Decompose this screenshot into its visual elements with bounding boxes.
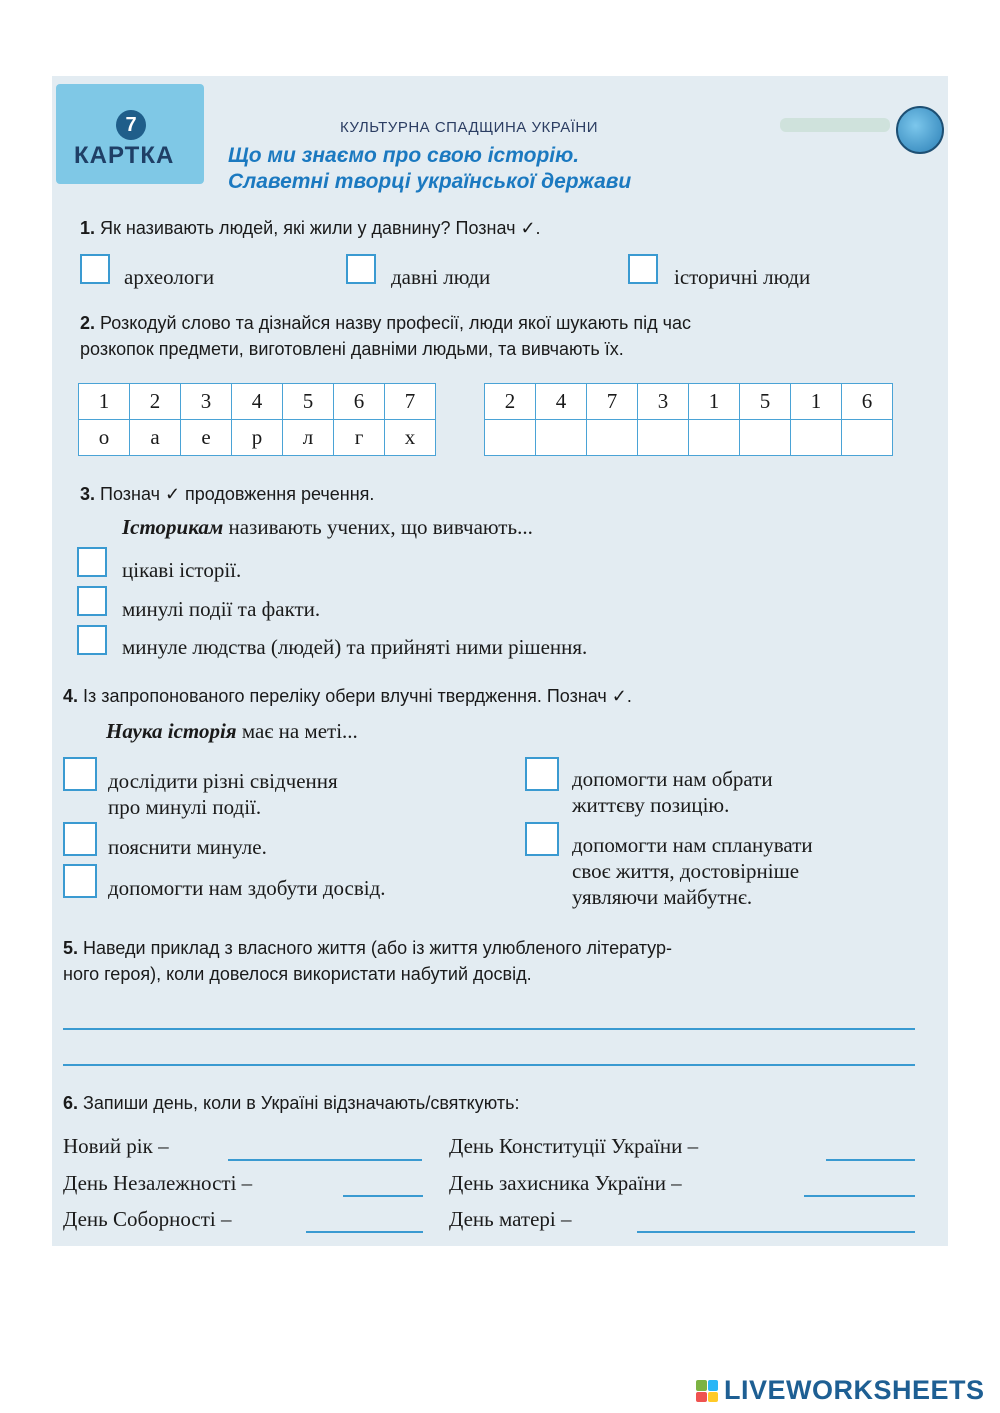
holiday-independence-day-input[interactable] <box>343 1195 423 1197</box>
q3-stem-rest: називають учених, що вивчають... <box>223 515 533 539</box>
question-text: Запиши день, коли в Україні відзначають/святкують: <box>83 1093 520 1113</box>
card-number: 7 <box>116 110 146 140</box>
key-letter: л <box>283 420 334 456</box>
key-number: 2 <box>130 384 181 420</box>
question-number: 2. <box>80 313 96 333</box>
subject-heading: КУЛЬТУРНА СПАДЩИНА УКРАЇНИ <box>340 119 599 136</box>
code-number: 6 <box>842 384 893 420</box>
question-number: 1. <box>80 218 96 238</box>
q3-stem <box>122 515 533 540</box>
option-line: допомогти нам спланувати <box>572 833 813 857</box>
code-number: 2 <box>485 384 536 420</box>
key-number: 4 <box>232 384 283 420</box>
question-text-line1: Розкодуй слово та дізнайся назву професії, люди якої шукають під час <box>100 313 692 333</box>
option-line: про минулі події. <box>108 795 262 819</box>
holiday-defenders-day: День захисника України – <box>449 1171 682 1195</box>
answer-line-2[interactable] <box>63 1064 915 1066</box>
question-2 <box>80 310 691 362</box>
answer-letter-input[interactable] <box>587 420 638 456</box>
holiday-unity-day-input[interactable] <box>306 1231 423 1233</box>
question-number: 4. <box>63 686 79 706</box>
logo-square <box>708 1380 719 1391</box>
answer-letter-input[interactable] <box>536 420 587 456</box>
answer-letter-input[interactable] <box>638 420 689 456</box>
holiday-unity-day: День Соборності – <box>63 1207 232 1231</box>
question-text: Як називають людей, які жили у давнину? Познач ✓. <box>100 218 541 238</box>
key-letter: а <box>130 420 181 456</box>
logo-square <box>708 1392 719 1403</box>
key-number: 5 <box>283 384 334 420</box>
question-number: 6. <box>63 1093 79 1113</box>
key-letter: х <box>385 420 436 456</box>
q3-option-3: минуле людства (людей) та прийняті ними рішення. <box>122 635 588 659</box>
q4-stem <box>106 719 358 744</box>
code-number: 1 <box>791 384 842 420</box>
holiday-new-year: Новий рік – <box>63 1134 169 1158</box>
key-letter: р <box>232 420 283 456</box>
q1-option-3: історичні люди <box>674 265 811 289</box>
header-decoration <box>780 118 890 132</box>
key-letter: е <box>181 420 232 456</box>
q4-right-option-1 <box>572 766 773 818</box>
q3-stem-bold: Історикам <box>122 515 224 539</box>
cipher-key-table <box>78 383 436 456</box>
q4-stem-bold: Наука історія <box>106 719 237 743</box>
holiday-constitution-day-input[interactable] <box>826 1159 915 1161</box>
question-text-line2: розкопок предмети, виготовлені давніми людьми, та вивчають їх. <box>80 339 624 359</box>
answer-line-1[interactable] <box>63 1028 915 1030</box>
q4-left-option-2: пояснити минуле. <box>108 835 267 859</box>
answer-letter-input[interactable] <box>842 420 893 456</box>
answer-letter-input[interactable] <box>791 420 842 456</box>
holiday-mothers-day-input[interactable] <box>637 1231 915 1233</box>
q1-checkbox-1[interactable] <box>80 254 110 284</box>
code-number: 1 <box>689 384 740 420</box>
question-3 <box>80 481 374 507</box>
question-text: Познач ✓ продовження речення. <box>100 484 375 504</box>
code-number: 7 <box>587 384 638 420</box>
q4-checkbox-left-3[interactable] <box>63 864 97 898</box>
option-line: уявляючи майбутнє. <box>572 885 753 909</box>
cipher-answer-table <box>484 383 893 456</box>
q4-checkbox-right-1[interactable] <box>525 757 559 791</box>
q4-checkbox-left-1[interactable] <box>63 757 97 791</box>
holiday-mothers-day: День матері – <box>449 1207 572 1231</box>
q4-left-option-1 <box>108 768 338 820</box>
code-number: 3 <box>638 384 689 420</box>
key-number: 1 <box>79 384 130 420</box>
code-number: 5 <box>740 384 791 420</box>
q4-left-option-3: допомогти нам здобути досвід. <box>108 876 386 900</box>
brand-name: LIVEWORKSHEETS <box>724 1375 985 1405</box>
option-line: допомогти нам обрати <box>572 767 773 791</box>
option-line: своє життя, достовірніше <box>572 859 800 883</box>
card-label: КАРТКА <box>74 142 175 169</box>
holiday-constitution-day: День Конституції України – <box>449 1134 699 1158</box>
question-5 <box>63 935 672 987</box>
code-number: 4 <box>536 384 587 420</box>
holiday-independence-day: День Незалежності – <box>63 1171 253 1195</box>
key-letter: г <box>334 420 385 456</box>
q3-checkbox-1[interactable] <box>77 547 107 577</box>
q4-stem-rest: має на меті... <box>236 719 358 743</box>
q3-checkbox-3[interactable] <box>77 625 107 655</box>
question-text-line2: ного героя), коли довелося використати набутий досвід. <box>63 964 532 984</box>
answer-letter-input[interactable] <box>689 420 740 456</box>
logo-square <box>696 1392 707 1403</box>
q4-checkbox-right-2[interactable] <box>525 822 559 856</box>
holiday-new-year-input[interactable] <box>228 1159 422 1161</box>
q4-right-option-2 <box>572 832 813 910</box>
question-4 <box>63 683 632 709</box>
card-stamp <box>56 84 204 184</box>
logo-square <box>696 1380 707 1391</box>
option-line: дослідити різні свідчення <box>108 769 338 793</box>
key-number: 6 <box>334 384 385 420</box>
option-line: життєву позицію. <box>572 793 730 817</box>
question-6 <box>63 1090 519 1116</box>
question-number: 5. <box>63 938 79 958</box>
question-number: 3. <box>80 484 96 504</box>
q1-option-1: археологи <box>124 265 215 289</box>
q3-option-1: цікаві історії. <box>122 558 242 582</box>
q1-checkbox-3[interactable] <box>628 254 658 284</box>
q3-option-2: минулі події та факти. <box>122 597 321 621</box>
key-letter: о <box>79 420 130 456</box>
key-number: 7 <box>385 384 436 420</box>
question-text-line1: Наведи приклад з власного життя (або із життя улюбленого літератур- <box>83 938 672 958</box>
q3-checkbox-2[interactable] <box>77 586 107 616</box>
q1-checkbox-2[interactable] <box>346 254 376 284</box>
question-1 <box>80 215 541 241</box>
liveworksheets-mark-icon <box>696 1380 718 1402</box>
answer-letter-input[interactable] <box>485 420 536 456</box>
q1-option-2: давні люди <box>391 265 491 289</box>
worksheet-card <box>52 76 948 1246</box>
page-title-line1: Що ми знаємо про свою історію. <box>228 144 580 167</box>
answer-letter-input[interactable] <box>740 420 791 456</box>
question-text: Із запропонованого переліку обери влучні твердження. Познач ✓. <box>83 686 632 706</box>
globe-mascot-icon <box>896 106 944 154</box>
page-title-line2: Славетні творці української держави <box>228 170 632 193</box>
holiday-defenders-day-input[interactable] <box>804 1195 915 1197</box>
q4-checkbox-left-2[interactable] <box>63 822 97 856</box>
key-number: 3 <box>181 384 232 420</box>
